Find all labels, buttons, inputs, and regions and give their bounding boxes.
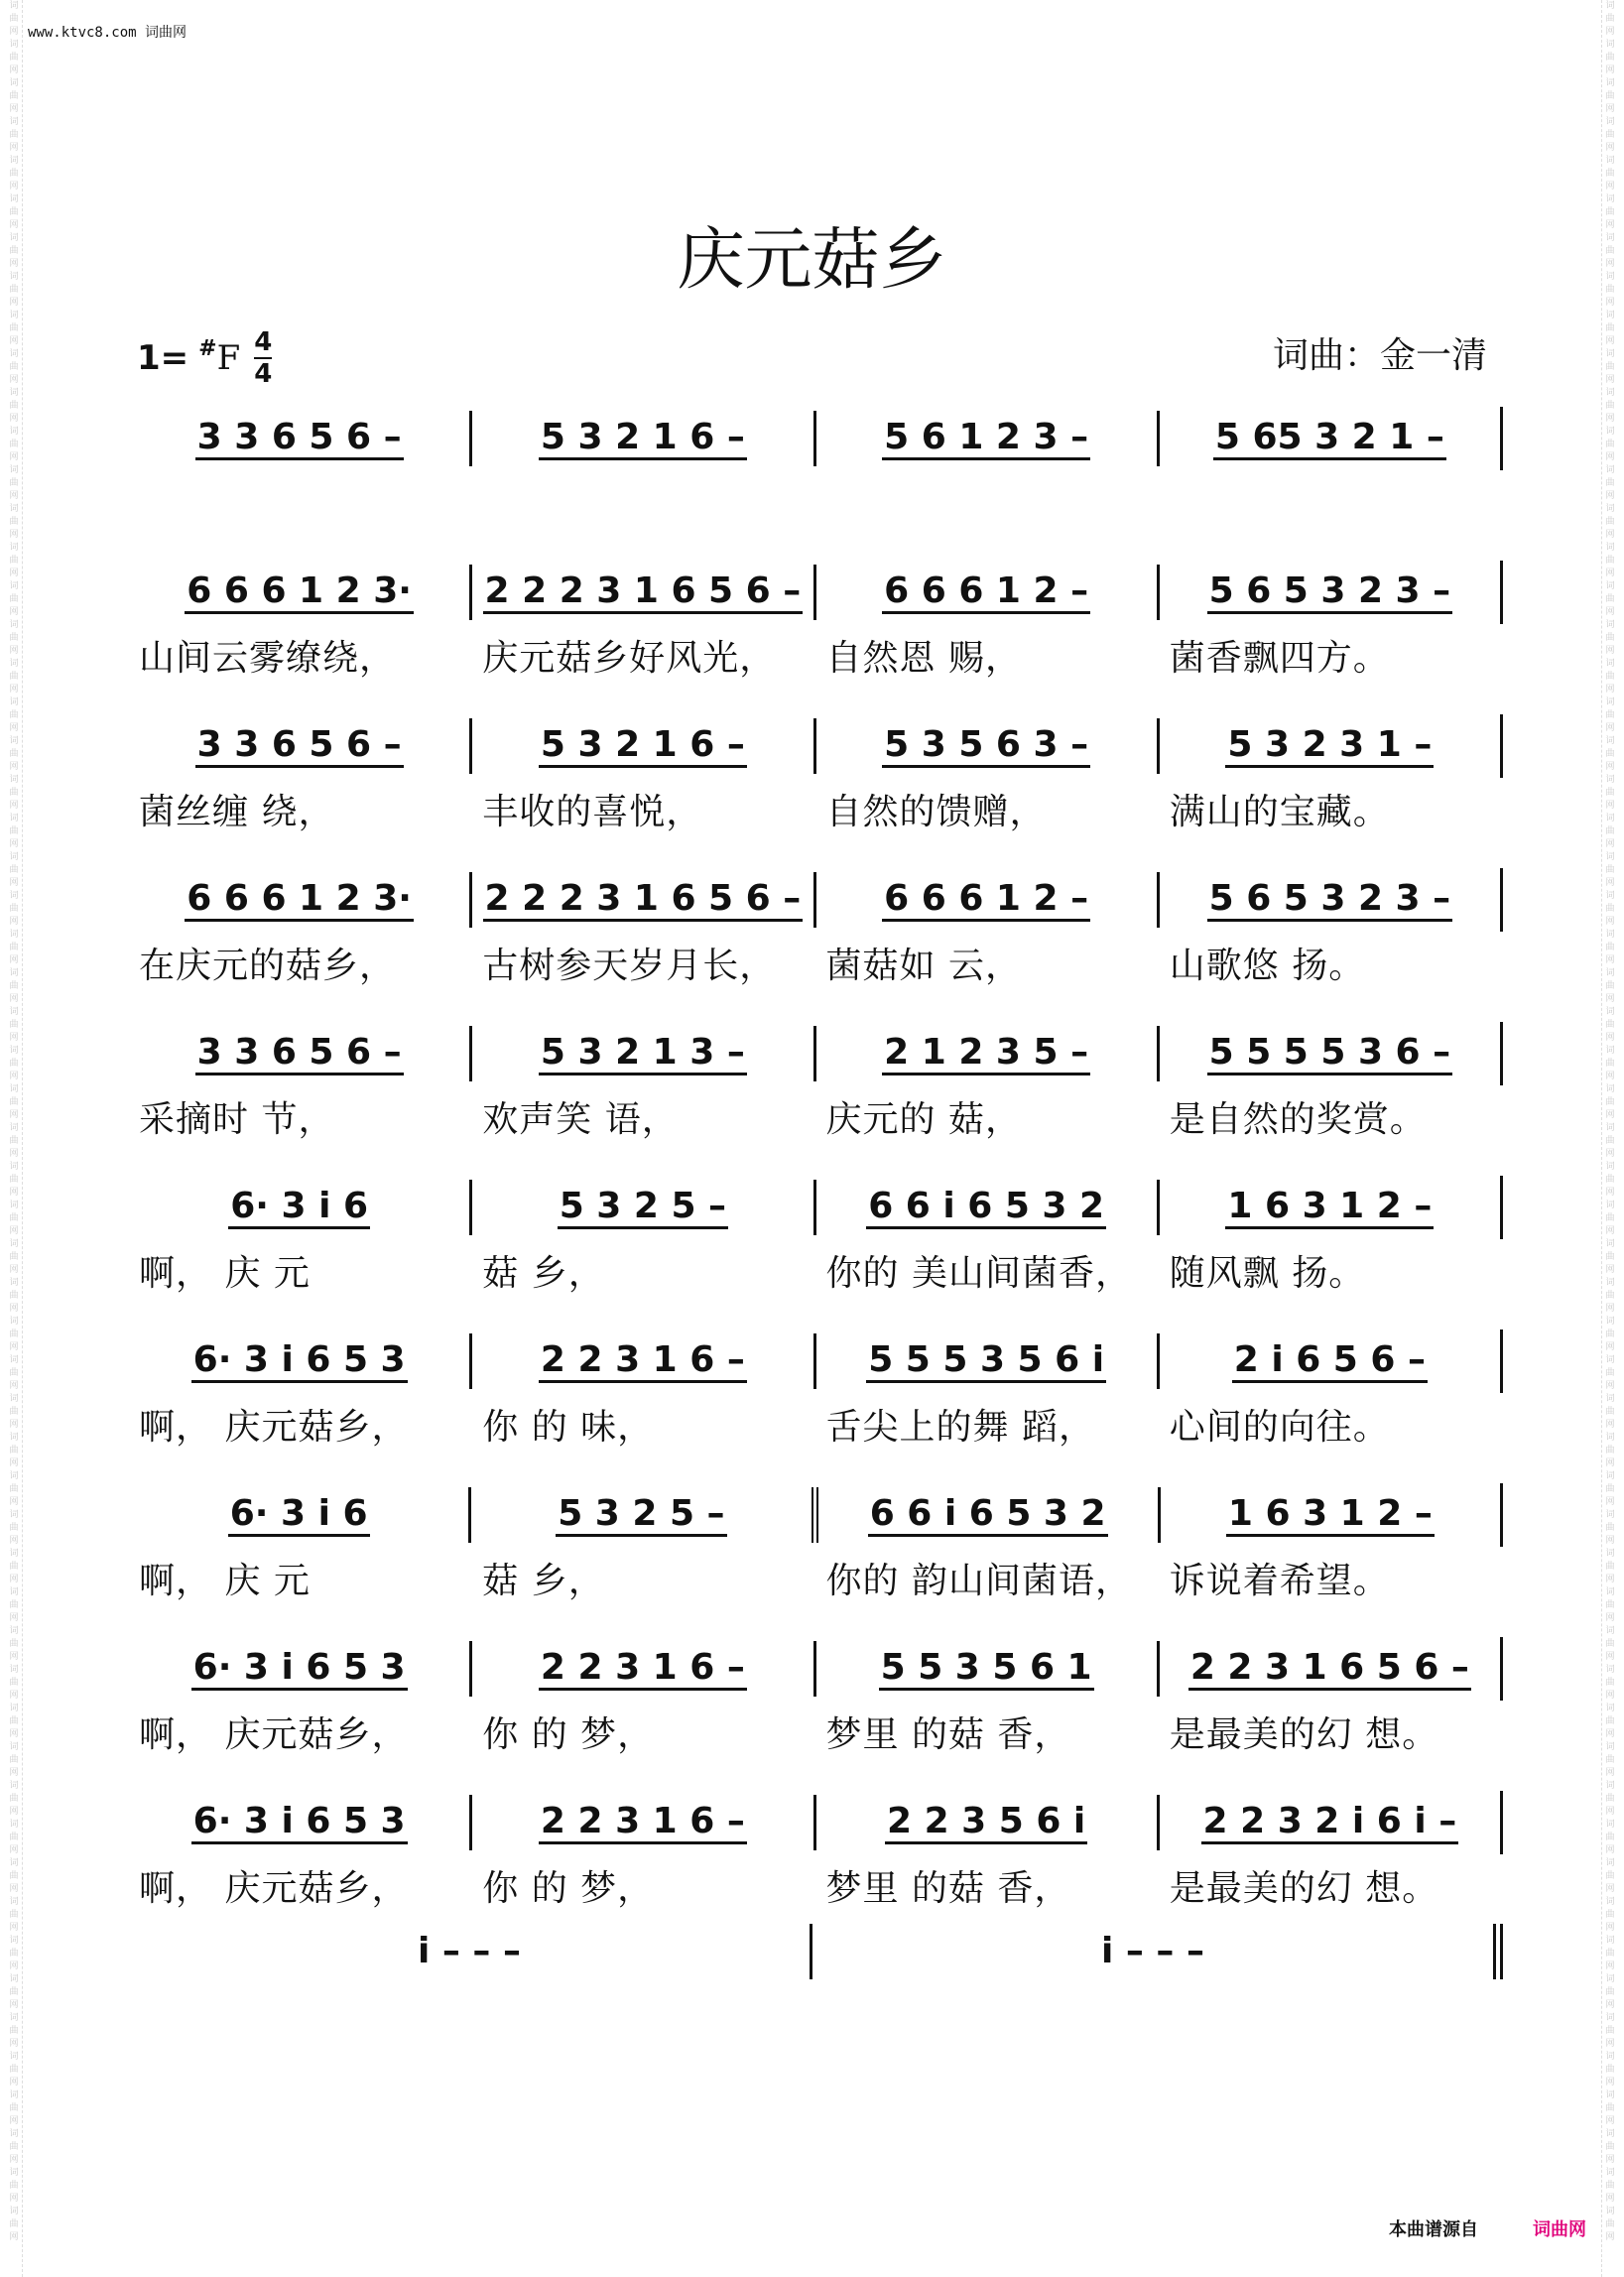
note-group: 6· 3 i 6 5 3 xyxy=(191,1648,408,1691)
note-group: 5 3 2 1 3 – xyxy=(539,1033,747,1075)
note-group: 5 6 5 3 2 3 – xyxy=(1207,571,1453,614)
measure xyxy=(813,718,1157,774)
note-group: 5 5 3 5 6 1 xyxy=(879,1648,1094,1691)
song-title: 庆元菇乡 xyxy=(677,221,947,300)
measure xyxy=(129,1641,469,1697)
notes-row xyxy=(129,1791,1503,1854)
lyric-phrase: 菌丝缠 绕， xyxy=(139,791,335,832)
note-group: 2 2 2 3 1 6 5 6 – xyxy=(483,571,804,614)
note-group: 2 2 3 1 6 – xyxy=(539,1340,747,1383)
lyric-phrase: 是自然的奖赏。 xyxy=(1169,1098,1427,1140)
measure xyxy=(469,1026,812,1081)
score-line xyxy=(129,714,1503,839)
score-line xyxy=(129,1022,1503,1147)
measure xyxy=(1157,1641,1500,1697)
note-group: 5 65 3 2 1 – xyxy=(1213,418,1446,460)
lyric-phrase: 诉说着希望。 xyxy=(1169,1560,1390,1601)
measure xyxy=(1157,1333,1500,1389)
measure xyxy=(129,565,469,620)
final-measure xyxy=(129,1924,810,1979)
lyric-phrase: 山歌悠 扬。 xyxy=(1169,945,1366,986)
measure xyxy=(129,411,469,466)
measure xyxy=(129,1026,469,1081)
note-group: 2 1 2 3 5 – xyxy=(882,1033,1090,1075)
measure xyxy=(129,872,469,928)
note-group: 2 2 3 5 6 i xyxy=(885,1802,1087,1844)
note-group: 6· 3 i 6 xyxy=(228,1494,370,1537)
time-signature xyxy=(254,327,272,389)
measure xyxy=(1158,1487,1500,1543)
score-line xyxy=(129,1637,1503,1762)
lyrics-row xyxy=(129,1239,1503,1301)
lyrics-row xyxy=(129,1854,1503,1916)
lyrics-row xyxy=(129,1393,1503,1455)
final-notes: i – – – xyxy=(418,1931,521,1971)
score-line xyxy=(129,1791,1503,1916)
lyric-phrase: 庆元的 菇， xyxy=(825,1098,1022,1140)
lyric-phrase: 舌尖上的舞 蹈， xyxy=(825,1406,1095,1448)
measure xyxy=(813,872,1157,928)
measure xyxy=(129,1795,469,1850)
measure xyxy=(469,1795,812,1850)
note-group: 2 2 3 1 6 5 6 – xyxy=(1188,1648,1471,1691)
lyric-phrase: 梦里 的菇 香， xyxy=(825,1867,1071,1909)
score-line xyxy=(129,407,1503,470)
note-group: 5 5 5 5 3 6 – xyxy=(1207,1033,1453,1075)
score-line xyxy=(129,1329,1503,1455)
lyric-phrase: 菌菇如 云， xyxy=(825,945,1022,986)
note-group: 3 3 6 5 6 – xyxy=(195,418,404,460)
score-line xyxy=(129,561,1503,686)
key-prefix: 1= xyxy=(137,338,189,378)
note-group: 5 3 2 5 – xyxy=(558,1187,728,1229)
measure xyxy=(813,1641,1157,1697)
key-signature xyxy=(137,327,272,389)
lyric-phrase: 心间的向往。 xyxy=(1169,1406,1390,1448)
note-group: 2 2 2 3 1 6 5 6 – xyxy=(483,879,804,922)
lyrics-row xyxy=(129,1085,1503,1147)
note-group: 2 2 3 1 6 – xyxy=(539,1802,747,1844)
side-watermark-right: 词曲网词曲网词曲网词曲网词曲网词曲网词曲网词曲网词曲网词曲网词曲网词曲网词曲网词曲网词曲网词曲网词曲网词曲网词曲网词曲网词曲网词曲网词曲网词曲网词曲网词曲网词曲网词曲网词曲网词曲网词曲网词曲网词曲网词曲网词曲网词曲网词曲网词曲网词曲网词曲网词曲网词曲网词曲网词曲网词曲网词曲网词曲网词曲网词曲网词曲网词曲网词曲网词曲网词曲网词曲网词曲网词曲网词曲网 xyxy=(1601,0,1618,2277)
note-group: 5 6 1 2 3 – xyxy=(882,418,1090,460)
lyrics-row xyxy=(129,778,1503,839)
note-group: 3 3 6 5 6 – xyxy=(195,725,404,768)
lyric-phrase: 你 的 梦， xyxy=(482,1713,655,1755)
note-group: 5 3 2 5 – xyxy=(556,1494,726,1537)
footer-source: 本曲谱源自 xyxy=(1389,2219,1478,2240)
lyrics-row xyxy=(129,1547,1503,1608)
measure xyxy=(813,411,1157,466)
note-group: 1 6 3 1 2 – xyxy=(1226,1494,1435,1537)
note-group: 6· 3 i 6 xyxy=(228,1187,370,1229)
meter-bottom: 4 xyxy=(254,359,273,389)
measure xyxy=(469,565,812,620)
note-group: 5 5 5 3 5 6 i xyxy=(866,1340,1106,1383)
final-line xyxy=(129,1920,1503,1983)
measure xyxy=(129,1333,469,1389)
sharp-sign: # xyxy=(198,335,217,361)
note-group: 5 6 5 3 2 3 – xyxy=(1207,879,1453,922)
note-group: 6 6 6 1 2 – xyxy=(882,879,1090,922)
lyrics-row xyxy=(129,1701,1503,1762)
lyric-phrase: 随风飘 扬。 xyxy=(1169,1252,1366,1294)
note-group: 6 6 6 1 2 3· xyxy=(185,571,414,614)
measure xyxy=(1157,872,1500,928)
lyric-phrase: 啊， 庆元菇乡， xyxy=(139,1867,409,1909)
side-watermark-left: 词曲网词曲网词曲网词曲网词曲网词曲网词曲网词曲网词曲网词曲网词曲网词曲网词曲网词曲网词曲网词曲网词曲网词曲网词曲网词曲网词曲网词曲网词曲网词曲网词曲网词曲网词曲网词曲网词曲网词曲网词曲网词曲网词曲网词曲网词曲网词曲网词曲网词曲网词曲网词曲网词曲网词曲网词曲网词曲网词曲网词曲网词曲网词曲网词曲网词曲网词曲网词曲网词曲网词曲网词曲网词曲网词曲网词曲网 xyxy=(6,0,23,2277)
measure xyxy=(469,411,812,466)
lyric-phrase: 菌香飘四方。 xyxy=(1169,637,1390,679)
measure xyxy=(813,565,1157,620)
measure xyxy=(469,872,812,928)
notes-row xyxy=(129,1637,1503,1701)
note-group: 6 6 i 6 5 3 2 xyxy=(868,1494,1108,1537)
lyric-phrase: 在庆元的菇乡， xyxy=(139,945,397,986)
note-group: 6· 3 i 6 5 3 xyxy=(191,1802,408,1844)
lyric-phrase: 菇 乡， xyxy=(482,1252,605,1294)
lyrics-row xyxy=(129,624,1503,686)
note-group: 5 3 2 1 6 – xyxy=(539,418,747,460)
measure xyxy=(468,1487,811,1543)
lyric-phrase: 菇 乡， xyxy=(482,1560,605,1601)
site-url: www.ktvc8.com 词曲网 xyxy=(28,25,187,41)
measure xyxy=(1157,1180,1500,1235)
measure xyxy=(129,1180,469,1235)
measure xyxy=(1157,1026,1500,1081)
score-line xyxy=(129,1483,1503,1608)
score-line xyxy=(129,1176,1503,1301)
lyric-phrase: 山间云雾缭绕， xyxy=(139,637,397,679)
measure xyxy=(1157,718,1500,774)
lyric-phrase: 啊， 庆元菇乡， xyxy=(139,1713,409,1755)
measure xyxy=(469,1641,812,1697)
lyric-phrase: 满山的宝藏。 xyxy=(1169,791,1390,832)
measure xyxy=(1157,411,1500,466)
lyric-phrase: 是最美的幻 想。 xyxy=(1169,1713,1439,1755)
lyric-phrase: 古树参天岁月长， xyxy=(482,945,777,986)
note-group: 2 2 3 1 6 – xyxy=(539,1648,747,1691)
note-group: 1 6 3 1 2 – xyxy=(1225,1187,1434,1229)
note-group: 3 3 6 5 6 – xyxy=(195,1033,404,1075)
measure xyxy=(813,1333,1157,1389)
score-line xyxy=(129,868,1503,993)
measure xyxy=(469,1180,812,1235)
notes-row xyxy=(129,714,1503,778)
measure xyxy=(813,1180,1157,1235)
note-group: 6 6 i 6 5 3 2 xyxy=(866,1187,1106,1229)
notes-row xyxy=(129,1329,1503,1393)
lyric-phrase: 你的 美山间菌香， xyxy=(825,1252,1132,1294)
key-note: F xyxy=(216,338,241,378)
notes-row xyxy=(129,1176,1503,1239)
lyric-phrase: 你 的 梦， xyxy=(482,1867,655,1909)
measure xyxy=(813,1795,1157,1850)
lyric-phrase: 是最美的幻 想。 xyxy=(1169,1867,1439,1909)
notes-row xyxy=(129,868,1503,932)
lyric-phrase: 啊， 庆 元 xyxy=(139,1252,311,1294)
lyric-phrase: 采摘时 节， xyxy=(139,1098,335,1140)
lyric-phrase: 丰收的喜悦， xyxy=(482,791,703,832)
measure xyxy=(469,718,812,774)
final-measure xyxy=(810,1924,1503,1979)
lyric-phrase: 自然的馈赠， xyxy=(825,791,1047,832)
lyrics-row xyxy=(129,932,1503,993)
note-group: 5 3 5 6 3 – xyxy=(882,725,1090,768)
measure xyxy=(812,1487,1158,1543)
lyric-phrase: 啊， 庆 元 xyxy=(139,1560,311,1601)
notes-row xyxy=(129,1022,1503,1085)
footer-brand[interactable]: 词曲网 xyxy=(1533,2219,1586,2240)
note-group: 6 6 6 1 2 – xyxy=(882,571,1090,614)
credit: 词曲：金一清 xyxy=(1272,335,1487,376)
lyric-phrase: 你的 韵山间菌语， xyxy=(825,1560,1132,1601)
note-group: 2 2 3 2 i 6 i – xyxy=(1201,1802,1459,1844)
measure xyxy=(469,1333,812,1389)
notes-row xyxy=(129,561,1503,624)
lyric-phrase: 啊， 庆元菇乡， xyxy=(139,1406,409,1448)
note-group: 2 i 6 5 6 – xyxy=(1232,1340,1428,1383)
note-group: 5 3 2 3 1 – xyxy=(1225,725,1434,768)
measure xyxy=(1157,565,1500,620)
measure xyxy=(129,1487,468,1543)
note-group: 6 6 6 1 2 3· xyxy=(185,879,414,922)
lyric-phrase: 欢声笑 语， xyxy=(482,1098,679,1140)
note-group: 6· 3 i 6 5 3 xyxy=(191,1340,408,1383)
measure xyxy=(1157,1795,1500,1850)
final-notes: i – – – xyxy=(1101,1931,1204,1971)
measure xyxy=(813,1026,1157,1081)
lyric-phrase: 梦里 的菇 香， xyxy=(825,1713,1071,1755)
meter-top: 4 xyxy=(254,327,273,357)
lyric-phrase: 你 的 味， xyxy=(482,1406,655,1448)
notes-row xyxy=(129,1483,1503,1547)
lyric-phrase: 自然恩 赐， xyxy=(825,637,1022,679)
lyric-phrase: 庆元菇乡好风光， xyxy=(482,637,777,679)
measure xyxy=(129,718,469,774)
note-group: 5 3 2 1 6 – xyxy=(539,725,747,768)
notes-row xyxy=(129,407,1503,470)
